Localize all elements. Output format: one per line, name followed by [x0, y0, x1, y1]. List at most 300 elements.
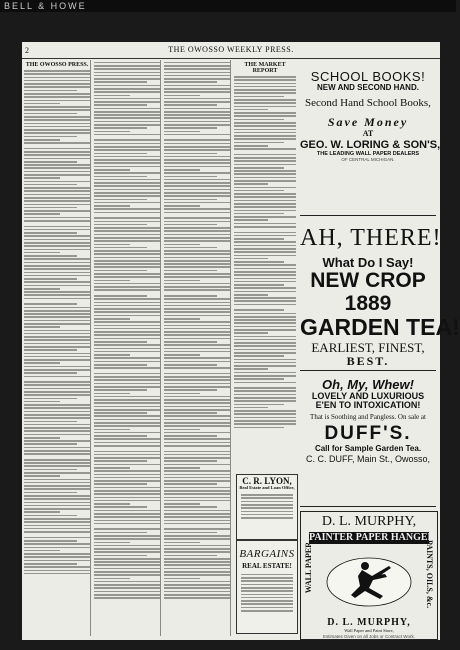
text-line: [94, 308, 160, 310]
text-line: [164, 454, 230, 456]
text-line: [164, 429, 200, 431]
text-line: [94, 104, 147, 106]
text-line: [164, 331, 230, 333]
duff-intoxication: E'EN TO INTOXICATION!: [315, 400, 421, 411]
text-line: [24, 194, 90, 196]
text-line: [164, 65, 230, 67]
text-line: [94, 542, 130, 544]
text-line: [234, 187, 296, 189]
paperhanger-figure-illustration: [325, 556, 413, 608]
text-line: [164, 182, 230, 184]
text-line: [94, 578, 130, 580]
text-line: [94, 591, 160, 593]
text-line: [164, 224, 217, 226]
text-line: [24, 440, 90, 442]
text-line: [94, 376, 160, 378]
text-line: [24, 113, 77, 115]
text-line: [234, 83, 296, 85]
text-line: [234, 248, 296, 250]
text-line: [24, 220, 90, 222]
tea-garden-tea: GARDEN TEA!: [300, 313, 460, 340]
text-line: [241, 507, 293, 509]
text-line: [164, 402, 230, 404]
text-line: [234, 294, 268, 296]
text-line: [164, 379, 230, 381]
text-line: [234, 349, 296, 351]
film-strip-label: BELL & HOWE: [4, 1, 87, 11]
text-line: [94, 464, 160, 466]
text-line: [24, 384, 90, 386]
text-line: [234, 232, 296, 234]
text-line: [24, 537, 90, 539]
text-line: [94, 68, 160, 70]
text-line: [24, 123, 90, 125]
text-line: [24, 119, 90, 121]
text-line: [234, 235, 296, 237]
text-line: [24, 427, 90, 429]
text-line: [164, 581, 230, 583]
text-line: [24, 518, 90, 520]
text-line: [24, 376, 90, 378]
text-line: [234, 160, 296, 162]
text-line: [164, 159, 230, 161]
murphy-side-left: WALL PAPER,: [304, 540, 313, 594]
text-line: [94, 354, 130, 356]
text-line: [24, 343, 90, 345]
text-line: [24, 570, 90, 572]
text-line: [94, 383, 160, 385]
text-line: [94, 564, 160, 566]
text-line: [234, 410, 296, 412]
text-line: [234, 180, 296, 182]
text-line: [164, 62, 230, 64]
text-line: [241, 504, 293, 506]
text-line: [94, 117, 160, 119]
text-line: [234, 145, 268, 147]
text-line: [24, 116, 90, 118]
text-line: [24, 73, 90, 75]
text-line: [234, 326, 296, 328]
tea-best: BEST.: [346, 353, 390, 368]
text-line: [164, 250, 230, 252]
text-line: [164, 253, 230, 255]
text-line: [234, 142, 284, 144]
text-line: [164, 131, 200, 133]
text-line: [24, 404, 90, 406]
text-line: [164, 520, 230, 522]
text-line: [94, 457, 160, 459]
books-store-name: GEO. W. LORING & SON'S,: [300, 138, 441, 151]
text-line: [94, 270, 147, 272]
text-line: [24, 391, 90, 393]
text-line: [94, 156, 160, 158]
text-line: [234, 138, 296, 140]
text-line: [94, 438, 160, 440]
text-line: [24, 424, 90, 426]
text-line: [234, 119, 284, 121]
text-line: [94, 179, 160, 181]
text-line: [94, 341, 147, 343]
text-line: [164, 568, 230, 570]
text-line: [164, 305, 230, 307]
tea-what-do-i-say: What Do I Say!: [322, 255, 414, 271]
text-line: [94, 467, 130, 469]
text-line: [164, 286, 230, 288]
text-line: [24, 485, 90, 487]
text-line: [94, 185, 160, 187]
text-line: [94, 121, 160, 123]
text-line: [94, 257, 160, 259]
text-line: [234, 407, 268, 409]
text-line: [24, 553, 90, 555]
text-line: [164, 467, 200, 469]
text-line: [164, 432, 230, 434]
text-line: [94, 490, 160, 492]
books-tagline: THE LEADING WALL PAPER DEALERS: [316, 151, 420, 158]
text-line: [24, 414, 90, 416]
text-line: [94, 510, 160, 512]
text-line: [94, 487, 160, 489]
text-line: [94, 396, 160, 398]
text-line: [241, 587, 293, 589]
text-line: [234, 264, 296, 266]
text-line: [234, 304, 296, 306]
text-line: [164, 376, 230, 378]
text-line: [94, 561, 160, 563]
text-line: [164, 237, 230, 239]
text-line: [24, 388, 90, 390]
text-line: [164, 208, 230, 210]
text-line: [241, 597, 293, 599]
text-line: [24, 508, 90, 510]
lyon-ad: [236, 474, 298, 540]
text-line: [164, 364, 217, 366]
text-line: [94, 532, 147, 534]
text-line: [24, 265, 90, 267]
text-line: [24, 495, 90, 497]
text-line: [234, 92, 296, 94]
text-line: [94, 91, 160, 93]
text-line: [94, 199, 147, 201]
text-line: [94, 224, 147, 226]
text-line: [164, 587, 230, 589]
text-line: [24, 330, 90, 332]
text-line: [164, 551, 230, 553]
text-line: [24, 217, 90, 219]
text-line: [24, 184, 77, 186]
text-line: [24, 226, 90, 228]
school-books-ad: [300, 60, 441, 216]
text-line: [164, 532, 217, 534]
text-line: [24, 272, 90, 274]
text-line: [164, 487, 230, 489]
text-line: [234, 203, 296, 205]
text-line: [164, 334, 230, 336]
books-second-hand: Second Hand School Books,: [305, 97, 431, 110]
text-line: [241, 594, 293, 596]
text-line: [164, 117, 230, 119]
text-line: [94, 227, 160, 229]
text-line: [24, 239, 90, 241]
text-line: [94, 134, 160, 136]
text-line: [94, 153, 147, 155]
lyon-office: Real Estate and Loan Office,: [239, 485, 295, 491]
text-line: [24, 320, 90, 322]
text-line: [164, 389, 217, 391]
text-line: [94, 516, 160, 518]
text-line: [164, 221, 230, 223]
text-line: [234, 135, 296, 137]
tea-ah-there: AH, THERE!: [300, 225, 442, 251]
text-line: [94, 176, 147, 178]
text-line: [24, 294, 90, 296]
text-line: [164, 227, 230, 229]
bargains-subtitle: REAL ESTATE!: [242, 561, 292, 570]
murphy-ad: [300, 511, 438, 640]
text-line: [234, 420, 296, 422]
text-line: [234, 102, 296, 104]
text-line: [164, 273, 230, 275]
text-line: [24, 563, 77, 565]
text-line: [24, 229, 90, 231]
text-line: [234, 148, 296, 150]
duff-lovely: LOVELY AND LUXURIOUS: [311, 390, 425, 401]
text-line: [164, 111, 230, 113]
text-line: [234, 193, 296, 195]
text-line: [234, 362, 296, 364]
text-line: [234, 238, 284, 240]
duff-ad: [300, 374, 436, 507]
text-line: [234, 106, 296, 108]
murphy-estimates: Estimates Given on all Jobs or Contract Work.: [323, 634, 415, 639]
text-line: [234, 271, 296, 273]
text-line: [24, 421, 77, 423]
text-line: [164, 344, 230, 346]
text-line: [164, 88, 230, 90]
text-line: [234, 245, 296, 247]
text-line: [24, 453, 90, 455]
text-line: [94, 497, 160, 499]
text-line: [164, 354, 200, 356]
text-line: [164, 280, 200, 282]
text-line: [164, 506, 217, 508]
duff-soothing: That is Soothing and Pangless. On sale at: [310, 412, 426, 421]
text-line: [24, 139, 60, 141]
text-line: [24, 232, 77, 234]
text-line: [164, 101, 230, 103]
text-line: [94, 276, 160, 278]
text-line: [164, 399, 230, 401]
text-line: [24, 573, 90, 575]
text-line: [24, 174, 90, 176]
text-line: [164, 561, 230, 563]
text-line: [94, 273, 160, 275]
text-line: [234, 352, 296, 354]
text-line: [94, 143, 160, 145]
text-line: [164, 542, 200, 544]
text-line: [24, 285, 90, 287]
text-line: [164, 361, 230, 363]
text-line: [241, 603, 293, 605]
text-line: [24, 528, 90, 530]
text-line: [241, 584, 293, 586]
books-subheadline: NEW AND SECOND HAND.: [317, 82, 419, 92]
text-line: [94, 454, 160, 456]
text-line: [24, 310, 90, 312]
text-line: [164, 108, 230, 110]
text-line: [164, 425, 230, 427]
text-line: [24, 278, 77, 280]
text-line: [94, 283, 160, 285]
film-strip: [0, 0, 456, 12]
text-line: [164, 477, 230, 479]
text-line: [234, 359, 296, 361]
text-line: [164, 127, 217, 129]
text-line: [164, 149, 230, 151]
text-line: [234, 404, 284, 406]
text-line: [164, 396, 230, 398]
text-line: [164, 72, 230, 74]
text-line: [164, 143, 230, 145]
text-line: [164, 205, 200, 207]
text-line: [164, 68, 230, 70]
text-line: [24, 366, 90, 368]
text-line: [94, 422, 160, 424]
books-at: AT: [362, 129, 374, 139]
text-line: [234, 167, 284, 169]
text-line: [164, 192, 230, 194]
text-line: [164, 257, 230, 259]
text-line: [24, 547, 90, 549]
text-line: [94, 528, 160, 530]
text-line: [241, 607, 293, 609]
text-line: [24, 336, 90, 338]
text-line: [94, 263, 160, 265]
text-line: [164, 445, 230, 447]
text-line: [164, 538, 230, 540]
text-line: [234, 397, 296, 399]
text-line: [24, 411, 90, 413]
text-line: [24, 407, 90, 409]
text-line: [234, 261, 284, 263]
text-line: [241, 501, 293, 503]
text-line: [164, 597, 230, 599]
text-line: [94, 182, 160, 184]
text-line: [164, 199, 217, 201]
text-line: [94, 286, 160, 288]
text-line: [94, 574, 160, 576]
text-line: [234, 400, 296, 402]
text-line: [94, 172, 160, 174]
text-line: [24, 437, 60, 439]
text-line: [94, 250, 160, 252]
text-line: [234, 394, 296, 396]
text-line: [24, 401, 60, 403]
text-line: [94, 192, 160, 194]
text-line: [164, 146, 230, 148]
text-line: [94, 334, 160, 336]
text-line: [164, 415, 230, 417]
text-line: [234, 313, 296, 315]
text-line: [164, 516, 230, 518]
text-line: [164, 91, 230, 93]
text-line: [94, 451, 160, 453]
text-line: [24, 151, 90, 153]
text-line: [94, 571, 160, 573]
text-line: [234, 206, 296, 208]
text-line: [24, 353, 90, 355]
text-line: [24, 177, 60, 179]
text-line: [164, 185, 230, 187]
text-line: [24, 242, 90, 244]
text-line: [234, 170, 296, 172]
text-line: [94, 111, 160, 113]
text-line: [94, 538, 160, 540]
text-line: [164, 104, 217, 106]
text-line: [164, 266, 230, 268]
text-line: [234, 157, 296, 159]
text-line: [24, 434, 90, 436]
text-line: [234, 297, 296, 299]
text-line: [164, 134, 230, 136]
text-line: [164, 464, 230, 466]
text-line: [241, 610, 293, 612]
text-line: [94, 75, 160, 77]
text-line: [164, 412, 217, 414]
text-line: [164, 584, 230, 586]
text-line: [94, 587, 160, 589]
text-line: [24, 521, 90, 523]
text-line: [24, 417, 90, 419]
text-line: [24, 262, 90, 264]
text-line: [234, 322, 296, 324]
text-line: [164, 457, 230, 459]
text-line: [234, 309, 284, 311]
text-line: [24, 207, 77, 209]
text-line: [164, 451, 230, 453]
text-line: [24, 482, 90, 484]
text-line: [234, 423, 296, 425]
text-line: [241, 590, 293, 592]
text-line: [164, 338, 230, 340]
text-line: [234, 99, 296, 101]
text-line: [24, 136, 77, 138]
text-line: [94, 205, 130, 207]
text-line: [164, 480, 230, 482]
text-line: [164, 574, 230, 576]
text-line: [164, 179, 230, 181]
text-line: [94, 260, 160, 262]
text-line: [164, 124, 230, 126]
duff-address: C. C. DUFF, Main St., Owosso,: [305, 454, 431, 465]
text-line: [24, 359, 90, 361]
text-line: [24, 556, 90, 558]
text-line: [234, 319, 296, 321]
text-line: [24, 540, 77, 542]
text-line: [94, 568, 160, 570]
text-line: [24, 346, 90, 348]
text-line: [234, 278, 296, 280]
text-line: [234, 268, 296, 270]
text-line: [94, 221, 160, 223]
column-4-heading: THE MARKET REPORT: [244, 62, 286, 74]
text-line: [24, 505, 90, 507]
text-line: [164, 535, 230, 537]
column-3: [164, 60, 231, 636]
text-line: [24, 298, 90, 300]
text-line: [24, 235, 90, 237]
text-line: [94, 493, 160, 495]
